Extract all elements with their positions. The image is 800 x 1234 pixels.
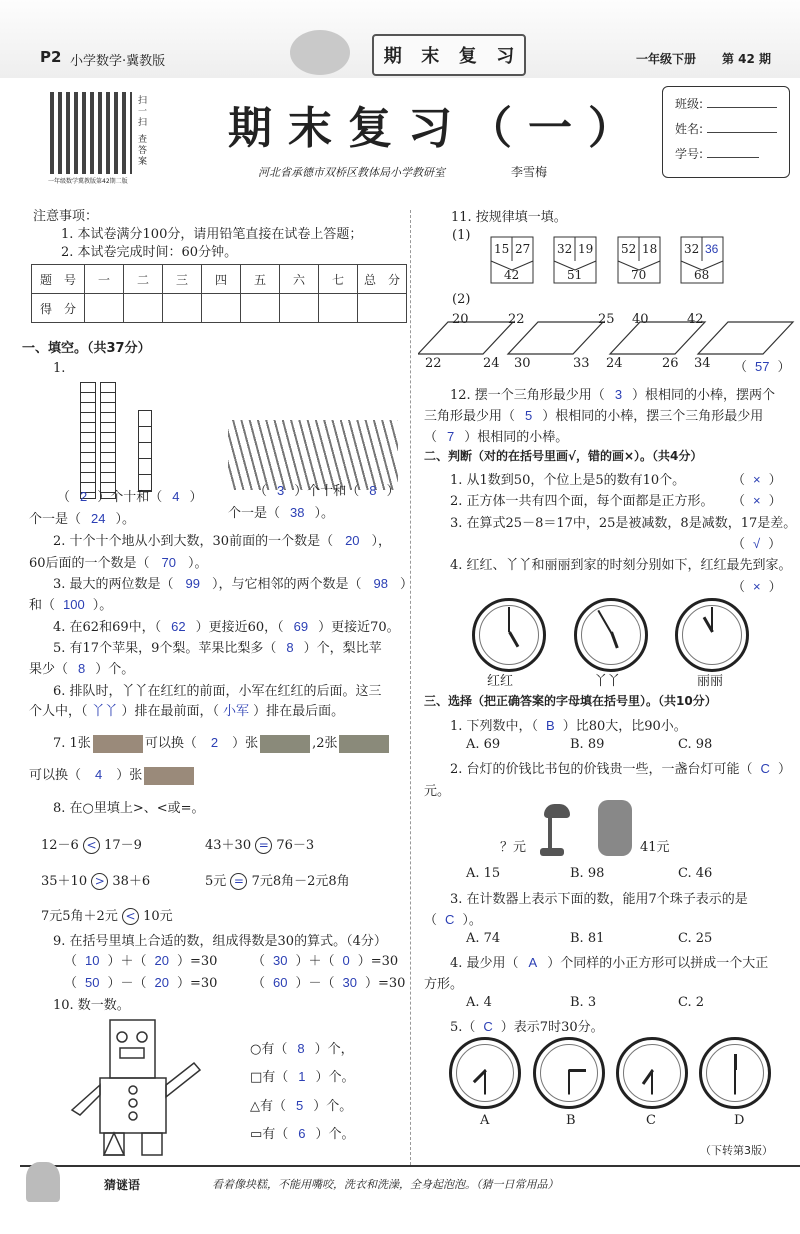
qr-code-icon[interactable] bbox=[50, 92, 132, 174]
footer-divider bbox=[20, 1165, 800, 1167]
backpack-price: 41元 bbox=[640, 840, 670, 855]
note-item: 2. 本试卷完成时间：60分钟。 bbox=[61, 245, 238, 260]
option: A. 15 bbox=[466, 866, 501, 881]
number-house bbox=[553, 236, 597, 284]
unit-cubes-icon bbox=[138, 410, 152, 492]
para-num: 26 bbox=[662, 356, 679, 371]
para-num: 22 bbox=[425, 356, 442, 371]
q3-b: 和（ 100 ）。 bbox=[29, 597, 113, 613]
option: B. 3 bbox=[570, 995, 597, 1010]
riddle-label: 猜谜语 bbox=[104, 1178, 141, 1192]
choice-q2: 2. 台灯的价钱比书包的价钱贵一些，一盏台灯可能（ C ） bbox=[450, 761, 791, 777]
q4: 4. 在62和69中，（ 62 ）更接近60，（ 69 ）更接近70。 bbox=[53, 619, 400, 635]
clock-label: 丽丽 bbox=[697, 674, 724, 689]
para-num: 25 bbox=[598, 312, 615, 327]
continued-note: （下转第3版） bbox=[700, 1144, 773, 1157]
house-number: 19 bbox=[578, 242, 594, 256]
clock-icon bbox=[472, 598, 546, 672]
q5: 5. 有17个苹果，9个梨。苹果比梨多（ 8 ）个，梨比苹 bbox=[53, 640, 382, 656]
house-number: 27 bbox=[515, 242, 531, 256]
option: C. 46 bbox=[678, 866, 713, 881]
option: A. 74 bbox=[466, 931, 501, 946]
banner-char: 复 bbox=[458, 46, 477, 67]
q9-title: 9. 在括号里填上合适的数，组成得数是30的算式。（4分） bbox=[53, 934, 387, 949]
clock-icon bbox=[533, 1037, 605, 1109]
clock-icon bbox=[616, 1037, 688, 1109]
note-item: 1. 本试卷满分100分，请用铅笔直接在试卷上答题； bbox=[61, 227, 363, 242]
issue-label: 第 42 期 bbox=[722, 52, 772, 66]
choice-q5: 5.（ C ）表示7时30分。 bbox=[450, 1019, 604, 1035]
section-3-title: 三、选择（把正确答案的字母填在括号里）。（共10分） bbox=[424, 694, 717, 708]
number-house bbox=[617, 236, 661, 284]
q11-part2: (2) bbox=[452, 292, 471, 307]
option: C. 25 bbox=[678, 931, 713, 946]
judge-answer[interactable]: （ √ ） bbox=[732, 536, 782, 552]
q1-line-c: 个一是（ 24 ）。 bbox=[29, 511, 135, 527]
para-num: 24 bbox=[483, 356, 500, 371]
ten-rod-icon bbox=[80, 382, 96, 499]
house-number: 18 bbox=[642, 242, 658, 256]
column-divider bbox=[410, 210, 411, 1165]
backpack-icon bbox=[598, 800, 632, 856]
q2: 2. 十个十个地从小到大数，30前面的一个数是（ 20 ）， bbox=[53, 533, 392, 549]
house-number: 15 bbox=[494, 242, 510, 256]
choice-q2-b: 元。 bbox=[424, 784, 451, 799]
mascot-icon bbox=[290, 30, 350, 75]
q11-part1: (1) bbox=[452, 228, 471, 243]
banner-char: 末 bbox=[421, 46, 440, 67]
option: A. 69 bbox=[466, 737, 501, 752]
q12-b: 三角形最少用（ 5 ）根相同的小棒，摆三个三角形最少用 bbox=[424, 408, 764, 424]
notes-title: 注意事项： bbox=[33, 209, 99, 224]
q6: 6. 排队时，丫丫在红红的前面，小军在红红的后面。这三 bbox=[53, 684, 382, 699]
clock-icon bbox=[675, 598, 749, 672]
banknote-icon bbox=[144, 767, 194, 785]
author-org: 河北省承德市双桥区教体局小学教研室 bbox=[258, 166, 445, 179]
para-num: 24 bbox=[606, 356, 623, 371]
judge-answer[interactable]: （ × ） bbox=[732, 493, 782, 509]
clock-label: 丫丫 bbox=[594, 674, 621, 689]
qr-caption: 一年级数学冀教版第42期二版 bbox=[48, 178, 128, 185]
q8-title: 8. 在○里填上>、<或=。 bbox=[53, 801, 205, 816]
banknote-icon bbox=[339, 735, 389, 753]
q10-item-square: □有（ 1 ）个。 bbox=[250, 1069, 355, 1085]
q10-item-triangle: △有（ 5 ）个。 bbox=[250, 1098, 353, 1114]
number-house bbox=[490, 236, 534, 284]
q8-item: 43＋30 = 76－3 bbox=[205, 838, 315, 853]
q11-title: 11. 按规律填一填。 bbox=[451, 210, 567, 225]
q9-item: （ 10 ）＋（ 20 ）=30 bbox=[64, 953, 218, 969]
q7-b: 可以换（ 4 ）张 bbox=[29, 764, 196, 785]
clock-icon bbox=[574, 598, 648, 672]
clock-option: C bbox=[646, 1113, 656, 1128]
giraffe-icon bbox=[26, 1162, 60, 1202]
q9-item: （ 60 ）－（ 30 ）=30 bbox=[252, 975, 406, 991]
clock-option: B bbox=[566, 1113, 576, 1128]
q6-b: 个人中，（ 丫丫 ）排在最前面，（ 小军 ）排在最后面。 bbox=[29, 703, 345, 719]
banner bbox=[372, 34, 526, 76]
q10-item-rectangle: ▭有（ 6 ）个。 bbox=[250, 1126, 355, 1142]
house-number: 32 bbox=[684, 242, 700, 256]
q8-item: 5元 = 7元8角－2元8角 bbox=[205, 874, 350, 889]
ten-rod-icon bbox=[100, 382, 116, 499]
para-num: 20 bbox=[452, 312, 469, 327]
q2-b: 60后面的一个数是（ 70 ）。 bbox=[29, 555, 208, 571]
option: A. 4 bbox=[466, 995, 492, 1010]
judge-item: 2. 正方体一共有四个面，每个面都是正方形。 bbox=[450, 494, 714, 509]
house-number: 42 bbox=[504, 268, 520, 282]
choice-q4-b: 方形。 bbox=[424, 977, 464, 992]
choice-q3-b: （ C ）。 bbox=[424, 912, 482, 928]
judge-item: 3. 在算式25－8＝17中，25是被减数，8是减数，17是差。 bbox=[450, 516, 797, 531]
riddle-text: 看着像块糕，不能用嘴咬，洗衣和洗澡，全身起泡泡。（猜一日常用品） bbox=[212, 1178, 559, 1191]
q7: 7. 1张 可以换（ 2 ）张 ,2张 bbox=[53, 732, 391, 753]
house-number: 68 bbox=[694, 268, 710, 282]
section-2-title: 二、判断（对的在括号里画√，错的画×）。（共4分） bbox=[424, 449, 703, 463]
q1-line-d: 个一是（ 38 ）。 bbox=[228, 505, 334, 521]
banknote-icon bbox=[93, 735, 143, 753]
q1-line-b: （ 3 ）个十和（ 8 ） bbox=[254, 483, 400, 499]
clock-icon bbox=[449, 1037, 521, 1109]
q3: 3. 最大的两位数是（ 99 ），与它相邻的两个数是（ 98 ） bbox=[53, 576, 414, 592]
judge-answer[interactable]: （ × ） bbox=[732, 472, 782, 488]
page-title: 期末复习（一） bbox=[228, 103, 648, 154]
student-info-box: 班级: 姓名: 学号: bbox=[662, 86, 790, 178]
q9-item: （ 30 ）＋（ 0 ）=30 bbox=[252, 953, 399, 969]
number-house bbox=[680, 236, 724, 284]
house-number: 52 bbox=[621, 242, 637, 256]
section-1-title: 一、填空。（共37分） bbox=[22, 341, 151, 356]
page-number: P2 bbox=[40, 48, 62, 66]
banknote-icon bbox=[260, 735, 310, 753]
clock-label: 红红 bbox=[487, 674, 514, 689]
banner-char: 习 bbox=[496, 46, 515, 67]
house-number: 32 bbox=[557, 242, 573, 256]
grade-label: 一年级下册 bbox=[636, 52, 697, 66]
option: C. 2 bbox=[678, 995, 705, 1010]
score-table: 题 号 一 二 三 四 五 六 七 总 分 得 分 bbox=[31, 264, 407, 323]
choice-q3: 3. 在计数器上表示下面的数，能用7个珠子表示的是 bbox=[450, 892, 748, 907]
q8-item: 12－6 < 17－9 bbox=[41, 838, 142, 853]
judge-item: 4. 红红、丫丫和丽丽到家的时刻分别如下，红红最先到家。 bbox=[450, 558, 792, 573]
house-number: 51 bbox=[567, 268, 583, 282]
choice-q4: 4. 最少用（ A ）个同样的小正方形可以拼成一个大正 bbox=[450, 955, 769, 971]
q8-item: 35＋10 > 38＋6 bbox=[41, 874, 151, 889]
choice-q1: 1. 下列数中，（ B ）比80大，比90小。 bbox=[450, 718, 687, 734]
clock-icon bbox=[699, 1037, 771, 1109]
q10-item-circle: ○有（ 8 ）个， bbox=[250, 1041, 354, 1057]
judge-item: 1. 从1数到50，个位上是5的数有10个。 bbox=[450, 473, 686, 488]
option: B. 81 bbox=[570, 931, 605, 946]
lamp-price: ？元 bbox=[500, 840, 527, 855]
option: C. 98 bbox=[678, 737, 713, 752]
q10-title: 10. 数一数。 bbox=[53, 998, 130, 1013]
para-num: 30 bbox=[514, 356, 531, 371]
robot-figure bbox=[62, 1015, 212, 1160]
lamp-icon bbox=[538, 800, 574, 858]
subject-label: 小学数学·冀教版 bbox=[70, 54, 166, 69]
option: B. 98 bbox=[570, 866, 605, 881]
house-number: 36 bbox=[705, 242, 719, 256]
q9-item: （ 50 ）－（ 20 ）=30 bbox=[64, 975, 218, 991]
qr-side-text: 扫 一 扫 查 答 案 bbox=[138, 96, 148, 167]
author-name: 李雪梅 bbox=[511, 165, 548, 179]
q5-b: 果少（ 8 ）个。 bbox=[29, 661, 135, 677]
q1-number: 1. bbox=[53, 361, 66, 376]
para-num: 42 bbox=[687, 312, 704, 327]
option: B. 89 bbox=[570, 737, 605, 752]
para-num: 33 bbox=[573, 356, 590, 371]
para-num: 34 bbox=[694, 356, 711, 371]
judge-answer[interactable]: （ × ） bbox=[732, 579, 782, 595]
para-answer: （ 57 ） bbox=[734, 359, 791, 375]
clock-option: A bbox=[480, 1113, 490, 1128]
para-num: 40 bbox=[632, 312, 649, 327]
q12: 12. 摆一个三角形最少用（ 3 ）根相同的小棒，摆两个 bbox=[450, 387, 776, 403]
q1-line-a: （ 2 ）个十和（ 4 ） bbox=[57, 489, 203, 505]
banner-char: 期 bbox=[383, 46, 402, 67]
house-number: 70 bbox=[631, 268, 647, 282]
para-num: 22 bbox=[508, 312, 525, 327]
clock-option: D bbox=[734, 1113, 745, 1128]
q8-item: 7元5角＋2元 < 10元 bbox=[41, 909, 173, 924]
q12-c: （ 7 ）根相同的小棒。 bbox=[424, 429, 569, 445]
